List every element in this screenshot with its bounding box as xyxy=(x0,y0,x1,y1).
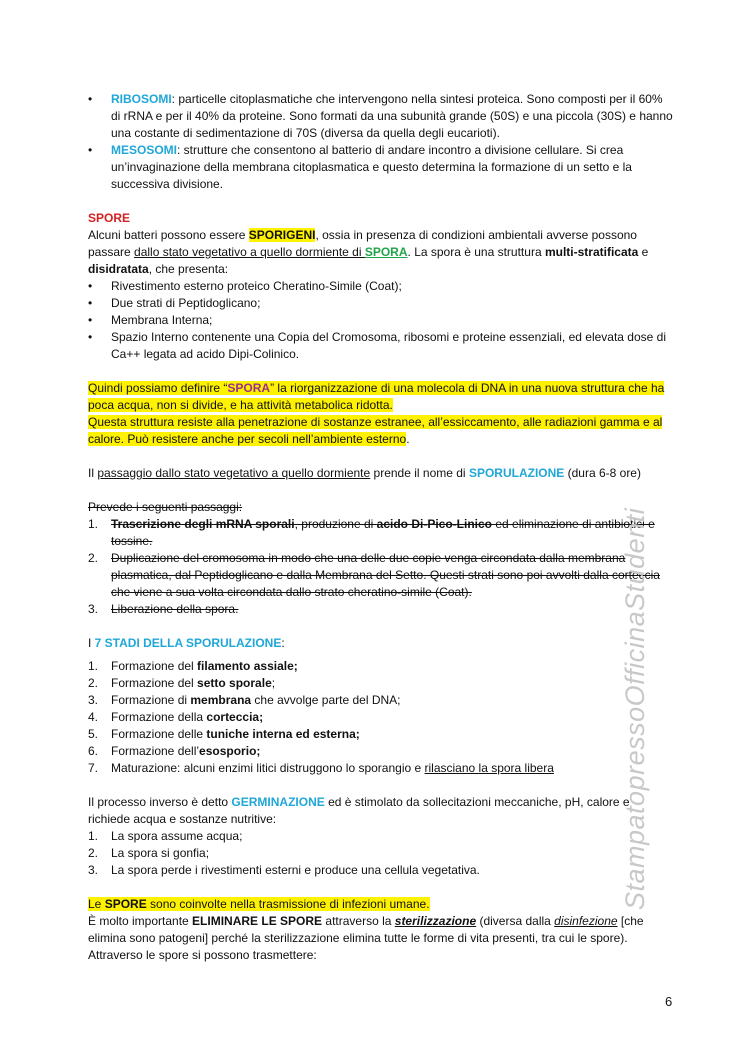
list-item: • Membrana Interna; xyxy=(88,313,213,327)
sporulation-steps-intro: Prevede i seguenti passaggi: xyxy=(88,500,243,514)
list-item: 1. La spora assume acqua; xyxy=(88,829,243,843)
term-spora-def: SPORA xyxy=(227,381,271,395)
list-item-ribosomi xyxy=(88,91,674,142)
list-item: • Spazio Interno contenente una Copia del Cromosoma, ribosomi e proteine essenziali, ed elevata dose di Ca++ legata ad acido Dipi-Colinico. xyxy=(88,330,666,361)
sterilization-paragraph: È molto importante ELIMINARE LE SPORE attraverso la sterilizzazione (diversa dalla disinfezione [che elimina sono patogeni] perché la sterilizzazione elimina tutte le forme di vita presenti, tra cui le spore). xyxy=(88,914,644,945)
bullet: • xyxy=(88,143,93,157)
term-ribosomi: RIBOSOMI xyxy=(111,92,172,106)
spora-definition: Quindi possiamo definire “SPORA” la riorganizzazione di una molecola di DNA in una nuova struttura che ha poca acqua, non si divide, e ha attività metabolica ridotta. Questa struttura resiste alla penetrazione di sostanze estranee, all’essiccamento, alle radiazioni gamma e al calore. Può resistere anche per secoli nell’ambiente esterno. xyxy=(88,381,665,446)
list-item: 7. Maturazione: alcuni enzimi litici distruggono lo sporangio e rilasciano la spora libera xyxy=(88,761,554,775)
list-item: 3. La spora perde i rivestimenti esterni e produce una cellula vegetativa. xyxy=(88,863,480,877)
germination-intro: Il processo inverso è detto GERMINAZIONE ed è stimolato da sollecitazioni meccaniche, pH, calore e richiede acqua e sostanze nutritive: xyxy=(88,795,630,826)
list-item: 3. Liberazione della spora. xyxy=(88,602,239,616)
list-item: 3. Formazione di membrana che avvolge parte del DNA; xyxy=(88,693,401,707)
transmission-line: Attraverso le spore si possono trasmettere: xyxy=(88,948,317,962)
list-item: 6. Formazione dell’esosporio; xyxy=(88,744,261,758)
bullet: • xyxy=(88,330,93,344)
spore-intro: Alcuni batteri possono essere SPORIGENI, ossia in presenza di condizioni ambientali avverse possono passare dallo stato vegetativo a quello dormiente di SPORA. La spora è una struttura multi-stratificata e disidratata, che presenta: xyxy=(88,228,649,276)
term-sporigeni: SPORIGENI xyxy=(248,228,316,242)
term-germinazione: GERMINAZIONE xyxy=(231,795,325,809)
term-mesosomi: MESOSOMI xyxy=(111,143,178,157)
infection-highlight: Le SPORE sono coinvolte nella trasmissione di infezioni umane. xyxy=(88,897,430,911)
list-item: 5. Formazione delle tuniche interna ed esterna; xyxy=(88,727,360,741)
term-spora: SPORA xyxy=(364,245,408,259)
sporulation-intro: Il passaggio dallo stato vegetativo a quello dormiente prende il nome di SPORULAZIONE (dura 6-8 ore) xyxy=(88,466,641,480)
ribosomi-text: : particelle citoplasmatiche che intervengono nella sintesi proteica. Sono composti per il 60% di rRNA e per il 40% da proteine. Sono formati da una subunità grande (50S) e una piccola (30S) e hanno una costante di sedimentazione di 70S (diversa da quella degli eucarioti). xyxy=(111,92,673,140)
list-item: • Due strati di Peptidoglicano; xyxy=(88,296,261,310)
bullet: • xyxy=(88,279,93,293)
page-content xyxy=(88,91,674,964)
list-item: • Rivestimento esterno proteico Cheratino-Simile (Coat); xyxy=(88,279,402,293)
list-item: 2. Duplicazione del cromosoma in modo che una delle due copie venga circondata dalla membrana plasmatica, dal Peptidoglicano e dalla Membrana del Setto. Questi strati sono poi avvolti dalla corteccia che viene a sua volta circondata dallo strato cheratino-simile (Coat). xyxy=(88,551,660,599)
section-heading-spore: SPORE xyxy=(88,211,131,225)
list-item: 1. Trascrizione degli mRNA sporali, produzione di acido Di-Pico-Linico ed eliminazione di antibiotici e tossine. xyxy=(88,517,655,548)
list-item: 1. Formazione del filamento assiale; xyxy=(88,659,298,673)
bullet: • xyxy=(88,296,93,310)
bullet: • xyxy=(88,92,93,106)
watermark: StampatopressoOfficinaStudenti xyxy=(620,507,650,910)
mesosomi-text: : strutture che consentono al batterio di andare incontro a divisione cellulare. Si crea un’invaginazione della membrana citoplasmatica e questo determina la formazione di un setto e la successiva divisione. xyxy=(111,143,632,191)
term-sporulazione: SPORULAZIONE xyxy=(468,466,565,480)
list-item: 4. Formazione della corteccia; xyxy=(88,710,264,724)
list-item-mesosomi xyxy=(88,142,674,193)
list-item: 2. Formazione del setto sporale; xyxy=(88,676,276,690)
page-number: 6 xyxy=(665,994,673,1009)
list-item: 2. La spora si gonfia; xyxy=(88,846,210,860)
bullet: • xyxy=(88,313,93,327)
stages-heading: I 7 STADI DELLA SPORULAZIONE: xyxy=(88,636,285,650)
